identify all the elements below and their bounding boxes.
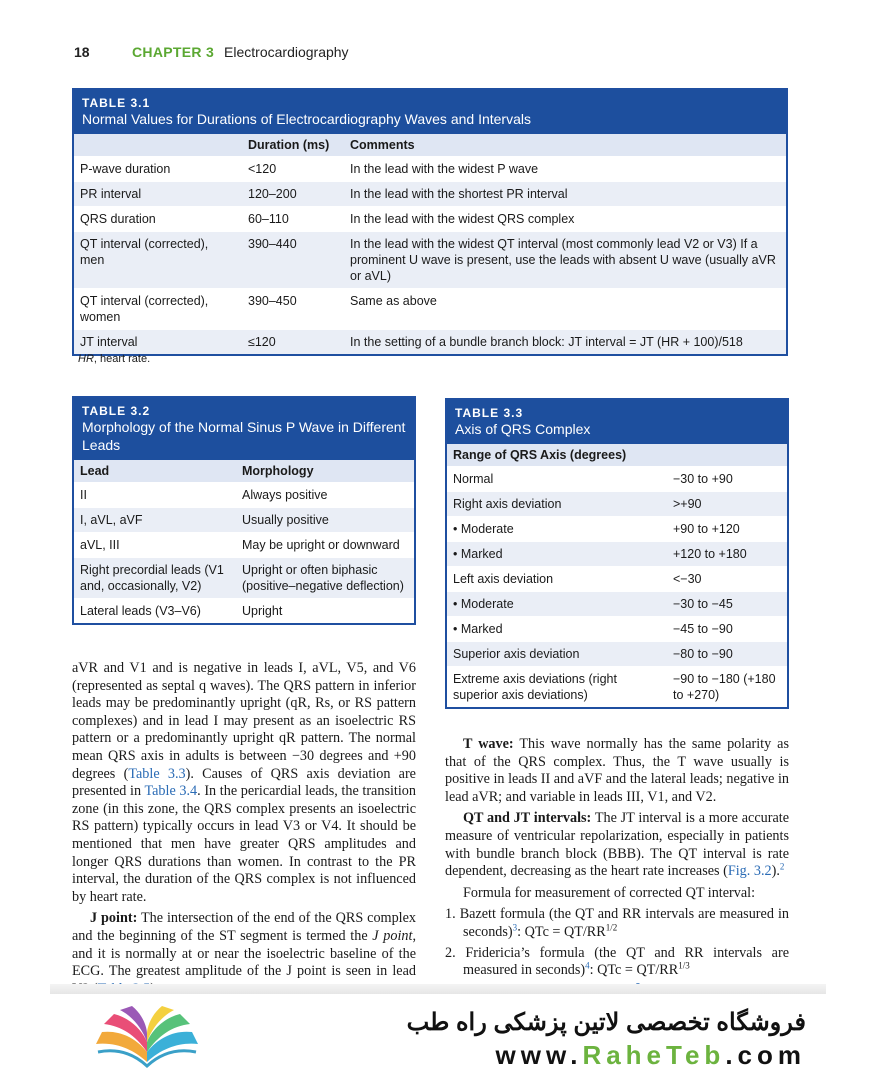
column-header: Duration (ms) [242,134,344,157]
table-label: TABLE 3.3 [455,406,524,420]
table-row [447,617,787,642]
table-cell: In the lead with the widest P wave [344,157,786,182]
table-3-3-body [447,444,787,707]
store-url[interactable] [496,1040,807,1071]
formula-list [445,906,789,994]
table-header-row [74,134,786,157]
column-header [667,444,787,467]
table-row [447,592,787,617]
reference-sup[interactable]: 4 [585,960,590,971]
page-bottom-shadow [50,984,826,994]
table-cell: Upright or often biphasic (positive–negative deflection) [236,558,414,599]
column-header: Comments [344,134,786,157]
table-3-2-body [74,460,414,623]
table-cell: • Marked [447,617,667,642]
footnote-abbr: HR [78,353,94,365]
paragraph [445,810,789,880]
text-run: 2. Fridericia’s formula (the QT and RR intervals are measured in seconds) [445,944,789,979]
table-row [74,508,414,533]
paragraph [72,660,416,906]
table-cell: Right axis deviation [447,492,667,517]
watermark-footer [0,994,876,1080]
text-run: The JT interval is a more accurate measure of ventricular repolarization, especially in patients with bundle branch block (BBB). The QT interval is rate dependent, decreasing as the heart rate increases ( [445,810,789,880]
table-cell: −90 to −180 (+180 to +270) [667,667,787,708]
footnote-text: , heart rate. [93,353,151,365]
table-3-3 [445,398,789,709]
table-cell: QT interval (corrected), women [74,289,242,330]
table-cell: Left axis deviation [447,567,667,592]
reference-sup[interactable]: 2 [779,861,785,872]
table-cell: −30 to −45 [667,592,787,617]
left-column-text [72,660,416,994]
table-cell: May be upright or downward [236,533,414,558]
table-cell: Normal [447,467,667,492]
table-cell: II [74,483,236,508]
table-row [447,492,787,517]
table-3-2 [72,396,416,625]
table-cell: In the lead with the shortest PR interval [344,182,786,207]
table-row [74,533,414,558]
table-row [447,517,787,542]
table-cell: 120–200 [242,182,344,207]
text-run: aVR and V1 and is negative in leads I, aVL, V5, and V6 (represented as septal q waves). The QRS pattern in inferior leads may be predominantly upright (qR, Rs, or RS pattern complexes) and in lead I may present as an isoelectric RS pattern or a predominantly upright qR pattern. The normal mean QRS axis in adults is between −30 degrees and +90 degrees ( [72,660,416,782]
table-cell: In the setting of a bundle branch block: JT interval = JT (HR + 100)/518 [344,330,786,355]
table-cell: Usually positive [236,508,414,533]
right-column-text [445,736,789,994]
list-item [445,945,789,980]
table-title: Normal Values for Durations of Electrocardiography Waves and Intervals [82,111,531,127]
table-3-2-header [74,398,414,460]
table-row [74,182,786,207]
table-row [447,467,787,492]
emphasis: J point [372,927,413,944]
table-cell: PR interval [74,182,242,207]
table-cell: QT interval (corrected), men [74,232,242,289]
table-3-1-header [74,90,786,134]
run-in-heading: QT and JT intervals: [463,810,592,827]
paragraph: Formula for measurement of corrected QT interval: [463,884,756,901]
table-header-row [74,460,414,483]
table-link[interactable]: Table 3.4 [144,783,198,800]
column-header: Morphology [236,460,414,483]
chapter-label: CHAPTER 3 [132,44,215,60]
url-suffix: .com [725,1040,806,1070]
text-run: ). [771,863,780,880]
table-cell: 60–110 [242,207,344,232]
table-cell: −80 to −90 [667,642,787,667]
table-row [74,558,414,599]
table-title: Axis of QRS Complex [455,421,591,437]
table-cell: −45 to −90 [667,617,787,642]
column-header: Lead [74,460,236,483]
text-run: : QTc = QT/RR [589,962,679,979]
table-link[interactable]: Table 3.3 [128,765,186,782]
table-cell: • Marked [447,542,667,567]
table-cell: QRS duration [74,207,242,232]
table-row [447,642,787,667]
table-cell: 390–450 [242,289,344,330]
column-header [74,134,242,157]
table-row [74,289,786,330]
table-row [74,157,786,182]
paragraph [445,736,789,806]
table-3-3-header [447,400,787,444]
table-cell: <120 [242,157,344,182]
text-run: The intersection of the end of the QRS complex and the beginning of the ST segment is termed the [72,910,416,944]
table-row [74,232,786,289]
table-cell: Same as above [344,289,786,330]
table-cell: Always positive [236,483,414,508]
table-label: TABLE 3.2 [82,404,151,418]
figure-link[interactable]: Fig. 3.2 [727,863,772,880]
exponent: 1/3 [678,960,690,971]
run-in-heading: J point: [90,910,138,927]
table-cell: ≤120 [242,330,344,355]
chapter-title: Electrocardiography [224,44,349,60]
table-row [447,567,787,592]
table-header-row [447,444,787,467]
table-cell: aVL, III [74,533,236,558]
table-cell: • Moderate [447,517,667,542]
table-cell: • Moderate [447,592,667,617]
table-row [74,483,414,508]
table-cell: Upright [236,599,414,624]
url-brand: RaheTeb [582,1040,726,1070]
table-cell: +90 to +120 [667,517,787,542]
text-run: : QTc = QT/RR [517,923,606,940]
table-cell: In the lead with the widest QT interval (most commonly lead V2 or V3) If a prominent U wave is present, use the leads with absent U wave (usually aVR or aVL) [344,232,786,289]
table-3-1-body [74,134,786,354]
reference-sup[interactable]: 3 [512,922,518,933]
list-item [445,906,789,941]
table-cell: Lateral leads (V3–V6) [74,599,236,624]
table-cell: Right precordial leads (V1 and, occasionally, V2) [74,558,236,599]
table-label: TABLE 3.1 [82,96,151,110]
table-cell: In the lead with the widest QRS complex [344,207,786,232]
open-book-logo-icon [92,1002,202,1070]
run-in-heading: T wave: [463,736,514,752]
text-run: . In the pericardial leads, the transition zone (in this zone, the QRS complex presents an isoelectric RS pattern) typically occurs in lead V3 or V4. It should be mentioned that men have greater QRS amplitudes and longer QRS durations than women. In contrast to the PR interval, the duration of the QRS complex is not influenced by heart rate. [72,783,416,905]
paragraph [72,910,416,994]
table-cell: +120 to +180 [667,542,787,567]
page-number: 18 [74,44,90,60]
table-3-1 [72,88,788,356]
table-cell: <−30 [667,567,787,592]
table-cell: Extreme axis deviations (right superior axis deviations) [447,667,667,708]
url-prefix: www. [495,1040,583,1070]
table-row [447,542,787,567]
table-row [447,667,787,708]
table-cell: P-wave duration [74,157,242,182]
running-header [74,44,349,60]
table-cell: −30 to +90 [667,467,787,492]
text-run: ). Causes of QRS axis deviation are presented in [72,765,416,800]
table-footnote [78,353,150,365]
table-cell: JT interval [74,330,242,355]
text-run: 1. Bazett formula (the QT and RR intervals are measured in seconds) [445,906,789,940]
table-cell: 390–440 [242,232,344,289]
table-cell: I, aVL, aVF [74,508,236,533]
table-row [74,207,786,232]
exponent: 1/2 [605,922,618,933]
store-name-persian: فروشگاه تخصصی لاتین پزشکی راه طب [406,1009,806,1036]
text-run: This wave normally has the same polarity as that of the QRS complex. Thus, the T wave usually is positive in leads II and aVF and the lateral leads; negative in lead aVR; and variable in leads III, V1, and V2. [445,736,789,805]
table-row [74,599,414,624]
table-title: Morphology of the Normal Sinus P Wave in Different Leads [82,419,406,453]
table-row [74,330,786,355]
column-header: Range of QRS Axis (degrees) [447,444,667,467]
table-cell: >+90 [667,492,787,517]
table-cell: Superior axis deviation [447,642,667,667]
text-run: , and it is normally at or near the isoelectric baseline of the ECG. The greatest amplitude of the J point is seen in lead [72,927,416,980]
